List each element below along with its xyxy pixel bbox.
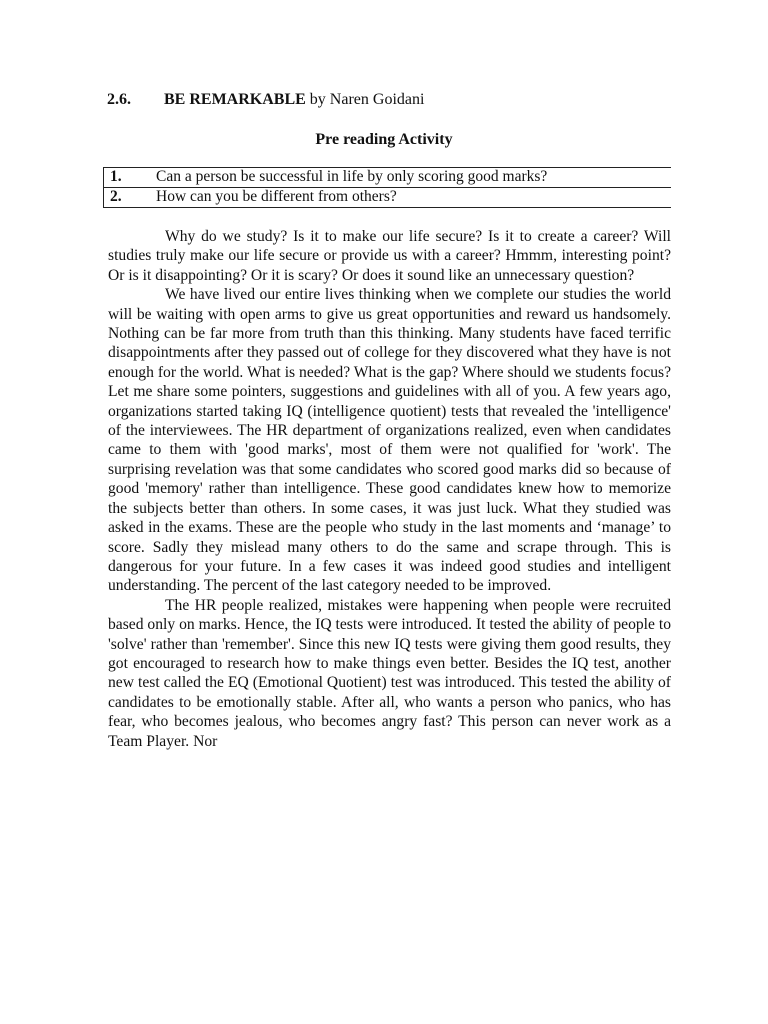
section-number: 2.6. bbox=[107, 91, 131, 108]
body-paragraph: The HR people realized, mistakes were happening when people were recruited based only on marks. Hence, the IQ tests were introduced. It tested the ability of people to 'solve' rather than 'remember'. Since this new IQ tests were giving them good results, they got encouraged to research how to make things even better. Besides the IQ test, another new test called the EQ (Emotional Quotient) test was introduced. This tested the ability of candidates to be emotionally stable. After all, who wants a person who panics, who has fear, who becomes jealous, who becomes angry fast? This person can never work as a Team Player. Nor bbox=[108, 596, 671, 750]
body-paragraph: We have lived our entire lives thinking when we complete our studies the world will be waiting with open arms to give us great opportunities and reward us handsomely. Nothing can be far more from truth than this thinking. Many students have faced terrific disappointments after they passed out of college for they discovered what they have is not enough for the world. What is needed? What is the gap? Where should we students focus? Let me share some pointers, suggestions and guidelines with all of you. A few years ago, organizations started taking IQ (intelligence quotient) tests that revealed the 'intelligence' of the interviewees. The HR department of organizations realized, even when candidates came to them with 'good marks', most of them were not qualified for 'work'. The surprising revelation was that some candidates who scored good marks did so because of good 'memory' rather than intelligence. These good candidates knew how to memorize the subjects better than others. In some cases, it was just luck. What they studied was asked in the exams. These are the people who study in the last moments and ‘manage’ to score. Sadly they mislead many others to do the same and scrape through. This is dangerous for your future. In a few cases it was indeed good studies and intelligent understanding. The percent of the last category needed to be improved. bbox=[108, 286, 671, 595]
pre-reading-questions-table bbox=[103, 167, 671, 208]
question-number: 1. bbox=[104, 168, 157, 188]
question-number: 2. bbox=[110, 188, 122, 205]
section-byline: by Naren Goidani bbox=[305, 91, 425, 108]
pre-reading-heading: Pre reading Activity bbox=[315, 131, 453, 148]
question-text: Can a person be successful in life by only scoring good marks? bbox=[156, 168, 671, 188]
section-title: BE REMARKABLE bbox=[164, 91, 306, 108]
body-text bbox=[108, 227, 671, 751]
question-text: How can you be different from others? bbox=[156, 188, 397, 205]
section-heading bbox=[107, 90, 424, 110]
body-paragraph: Why do we study? Is it to make our life secure? Is it to create a career? Will studies truly make our life secure or provide us with a career? Hmmm, interesting point? Or is it disappointing? Or it is scary? Or does it sound like an unnecessary question? bbox=[108, 228, 671, 284]
question-row bbox=[104, 168, 672, 188]
question-row bbox=[104, 188, 672, 208]
